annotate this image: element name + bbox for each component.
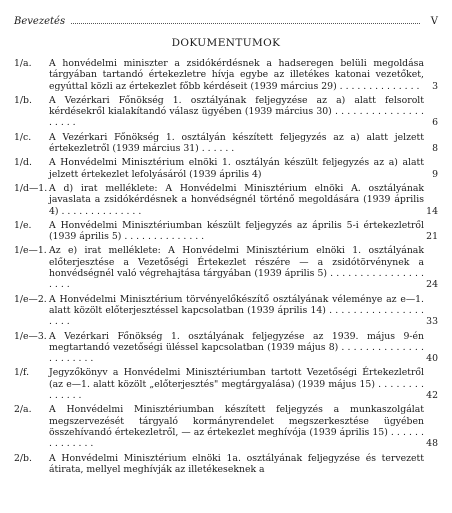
toc-entry[interactable] [14, 367, 438, 401]
entry-page: 8 [432, 143, 438, 155]
entry-number: 1/d. [14, 157, 32, 169]
entry-number: 1/c. [14, 131, 32, 143]
entry-page: 42 [426, 390, 438, 402]
entry-title: A Honvédelmi Minisztériumban készített feljegyzés a munkaszolgálat megszervezését tárgyaló kormányrendelet megszerkesztése ügyében összehívandó értekezletről, — az értekezlet meghívója (1939 április 15) . . . . . . . . . . . . . . [49, 404, 424, 450]
toc-intro-row[interactable] [14, 15, 438, 27]
entry-title: A d) irat melléklete: A Honvédelmi Minisztérium elnöki A. osztályának javaslata a zsidókérdésnek a honvédségnél történő megoldására (1939 április 4) . . . . . . . . . . . . . . [49, 182, 424, 217]
entry-number: 2/b. [14, 452, 32, 464]
entry-title: A Vezérkari Főnökség 1. osztályának feljegyzése az a) alatt felsorolt kérdésekről kialakítandó válasz ügyében (1939 március 30) . . . . . . . . . . . . . . . . . . . . [49, 94, 424, 129]
toc-entry[interactable] [14, 183, 438, 217]
entry-number: 1/e—1. [14, 245, 47, 257]
entry-number: 1/e—2. [14, 293, 47, 305]
entry-number: 1/a. [14, 58, 32, 69]
entry-page: 6 [432, 117, 438, 129]
entry-title: A Honvédelmi Minisztérium elnöki 1. osztályán készült feljegyzés az a) alatt jelzett értekezlet lefolyásáról (1939 április 4) [49, 157, 424, 180]
toc-list [14, 58, 438, 478]
toc-entry[interactable] [14, 453, 438, 476]
entry-page: 33 [426, 316, 438, 328]
entry-page: 24 [426, 279, 438, 291]
dot-leader [71, 15, 420, 24]
entry-number: 1/f. [14, 367, 30, 379]
entry-title: A Honvédelmi Minisztérium elnöki 1a. osztályának feljegyzése és tervezett átirata, mellyel meghívják az illetékeseknek a [49, 452, 424, 475]
toc-entry[interactable] [14, 132, 438, 155]
entry-number: 2/a. [14, 404, 32, 416]
entry-title: A Vezérkari Főnökség 1. osztályán készített feljegyzés az a) alatt jelzett értekezletről (1939 március 31) . . . . . . [49, 131, 424, 155]
entry-number: 1/b. [14, 94, 32, 106]
entry-title: Az e) irat melléklete: A Honvédelmi Minisztérium elnöki 1. osztályának előterjesztése a Vezetőségi Értekezlet részére — a zsidótörvénynek a honvédségnél való végrehajtása tárgyában (1939 április 5) . . . . . . . . . . . . . . . . . . . . [49, 245, 424, 291]
entry-page: 9 [432, 168, 438, 180]
toc-entry[interactable] [14, 220, 438, 243]
entry-title: A Honvédelmi Minisztérium törvényelőkészítő osztályának véleménye az e—1. alatt közölt előterjesztéssel kapcsolatban (1939 április 14) . . . . . . . . . . . . . . . . . . . . [49, 293, 424, 328]
entry-title: A Honvédelmi Minisztériumban készült feljegyzés az április 5-i értekezletről (1939 április 5) . . . . . . . . . . . . . . [49, 219, 424, 243]
entry-number: 1/e. [14, 219, 32, 231]
entry-number: 1/e—3. [14, 330, 47, 342]
entry-page: 14 [426, 205, 438, 217]
section-heading: DOKUMENTUMOK [171, 37, 281, 49]
toc-entry[interactable] [14, 331, 438, 365]
entry-title: Jegyzőkönyv a Honvédelmi Minisztériumban tartott Vezetőségi Értekezletről (az e—1. alatt közölt „előterjesztés" megtárgyalása) (1939 május 15) . . . . . . . . . . . . . . [49, 367, 424, 402]
toc-entry[interactable] [14, 157, 438, 180]
entry-page: 40 [426, 353, 438, 365]
toc-entry[interactable] [14, 245, 438, 290]
toc-entry[interactable] [14, 404, 438, 449]
intro-page-number: V [430, 16, 438, 27]
entry-title: A Vezérkari Főnökség 1. osztályának feljegyzése az 1939. május 9-én megtartandó vezetőségi üléssel kapcsolatban (1939 május 8) . . . . . . . . . . . . . . . . . . . . . . [49, 330, 424, 365]
toc-entry[interactable] [14, 95, 438, 129]
entry-number: 1/d—1. [14, 182, 48, 194]
entry-title: A honvédelmi miniszter a zsidókérdésnek a hadseregen belüli megoldása tárgyában tartandó értekezletre hívja egybe az illetékes katonai vezetőket, egyúttal közli az értekezlet főbb kérdéseit (1939 március 29) . . . . . . . . . . . . . . [49, 58, 424, 92]
entry-page: 48 [426, 438, 438, 450]
entry-page: 21 [426, 231, 438, 243]
toc-entry[interactable] [14, 58, 438, 92]
entry-page: 3 [432, 80, 438, 92]
toc-entry[interactable] [14, 294, 438, 328]
intro-label: Bevezetés [14, 16, 66, 27]
